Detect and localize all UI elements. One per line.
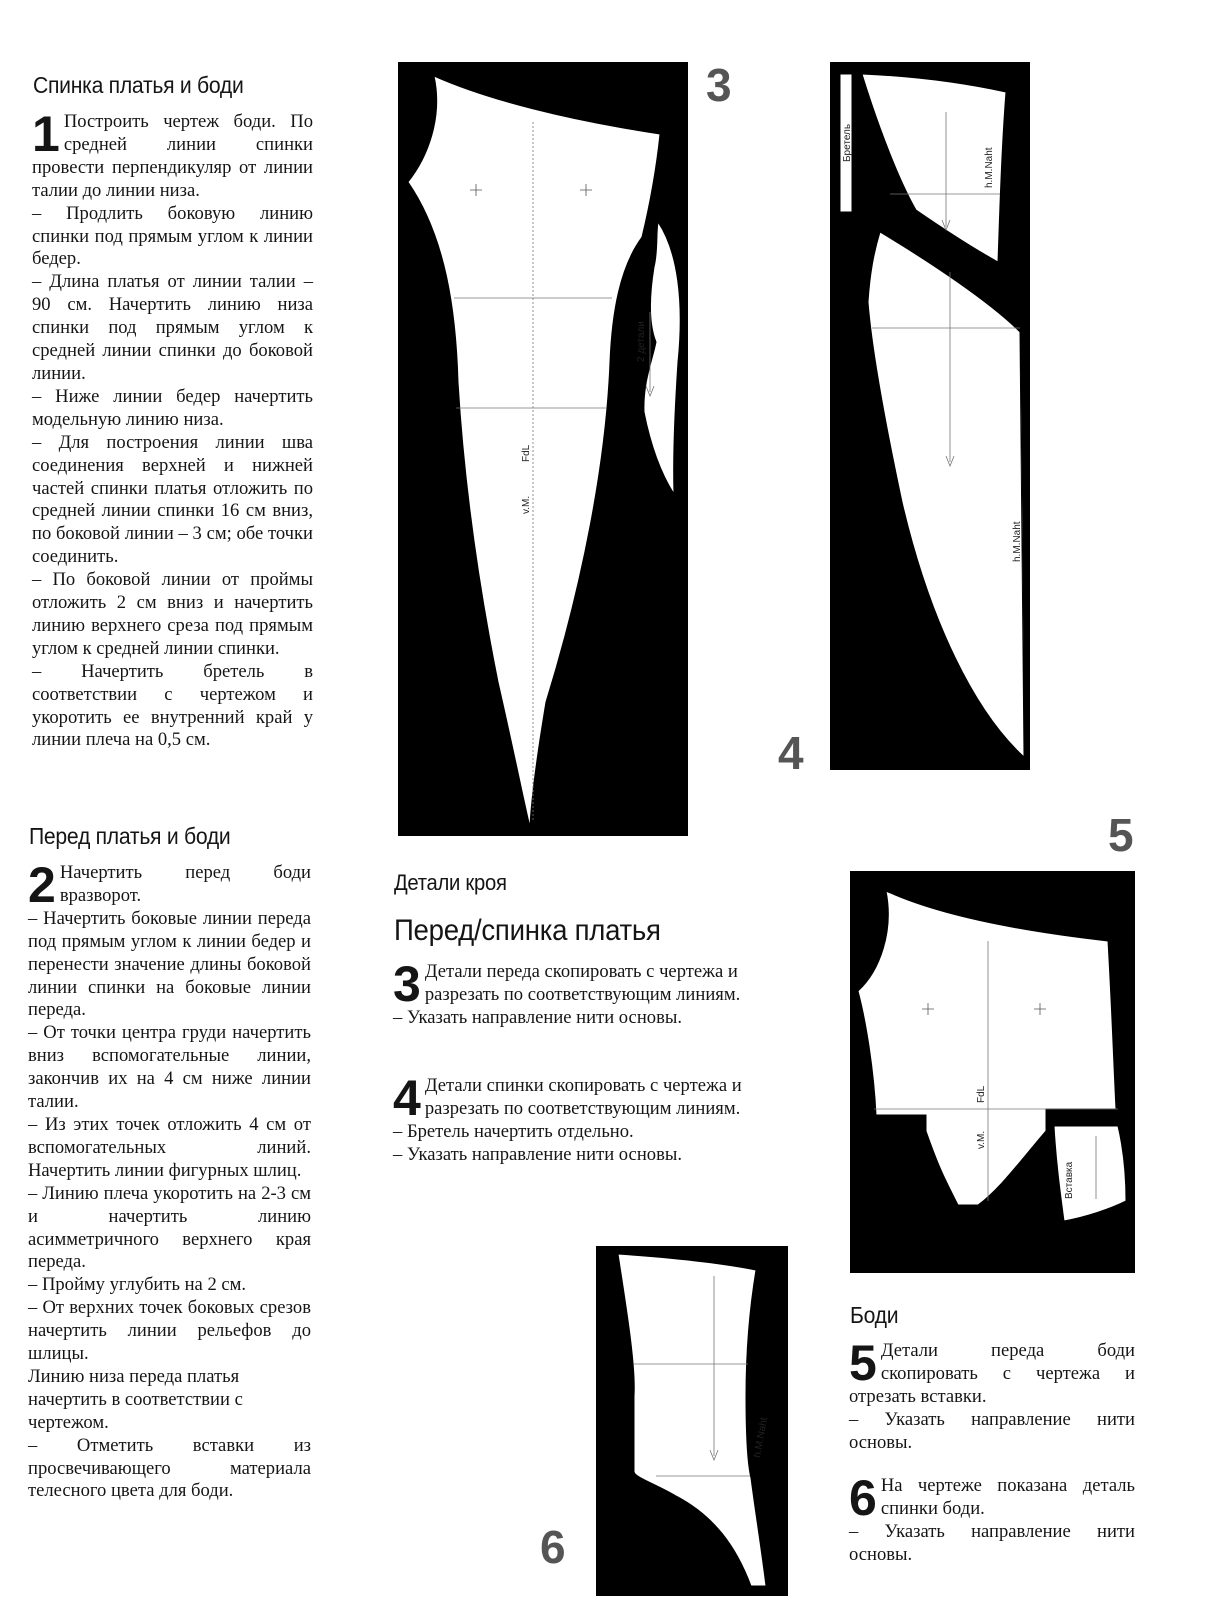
figure-6-bodysuit-back-pattern	[596, 1246, 788, 1596]
figure-3-drawing	[398, 62, 688, 836]
step-number-3: 3	[393, 956, 421, 1012]
step-number-6: 6	[849, 1470, 877, 1526]
front-main-piece	[408, 76, 660, 827]
figure-3-label-fdl: FdL	[521, 444, 532, 462]
step6-text	[849, 1470, 1135, 1567]
section2-paragraph-4: – Из этих точек отложить 4 см от вспомогательных линий. Начертить линии фигурных шлиц.	[28, 1113, 311, 1181]
step3-paragraph-1-text: Детали переда скопировать с чертежа и разрезать по соответствующим линиям.	[424, 961, 741, 1005]
figure-5-bodysuit-front-pattern	[850, 871, 1135, 1273]
figure-4-dress-back-pattern	[830, 62, 1030, 770]
section2-paragraph-1-text: Начертить перед боди вразворот.	[59, 862, 311, 906]
section1-paragraph-2: – Продлить боковую линию спинки под прямым углом к линии бедер.	[32, 202, 313, 270]
figure-3-label-vm: v.M.	[521, 495, 532, 514]
step6-paragraph-1	[849, 1470, 1135, 1526]
step4-paragraph-1	[393, 1070, 773, 1126]
section1-paragraph-1	[32, 106, 313, 203]
section1-paragraph-5: – Для построения линии шва соединения верхней и нижней частей спинки платья отложить по средней линии спинки 16 см вниз, по боковой линии – 3 см; обе точки соединить.	[32, 431, 313, 568]
section2-paragraph-9: – Отметить вставки из просвечивающего материала телесного цвета для боди.	[28, 1434, 311, 1502]
back-lower-piece	[868, 232, 1024, 757]
section2-paragraph-2: – Начертить боковые линии переда под прямым углом к линии бедер и перенести значение длины боковой линии спинки на боковые линии переда.	[28, 907, 311, 1021]
step6-paragraph-2: – Указать направление нити основы.	[849, 1520, 1135, 1565]
figure-6-number: 6	[540, 1521, 566, 1573]
step-number-1: 1	[32, 106, 60, 162]
figure-5-label-insert: Вставка	[1064, 1161, 1075, 1199]
bodysuit-back-piece	[618, 1254, 766, 1586]
step5-paragraph-1	[849, 1335, 1135, 1409]
section1-text	[32, 106, 313, 752]
figure-4-label-strap: Бретель	[842, 123, 853, 162]
step3-text	[393, 956, 773, 1030]
section1-paragraph-3: – Длина платья от линии талии – 90 см. Начертить линию низа спинки под прямым углом к средней линии спинки до боковой линии.	[32, 271, 313, 384]
step5-paragraph-1-text: Детали переда боди скопировать с чертежа и отрезать вставки.	[849, 1340, 1135, 1407]
section1-paragraph-6: – По боковой линии от проймы отложить 2 см вниз и начертить линию верхнего среза под прямым углом к средней линии спинки.	[32, 569, 313, 659]
front-side-piece	[644, 222, 680, 494]
step4-paragraph-2: – Бретель начертить отдельно.	[393, 1120, 634, 1142]
section1-paragraph-4: – Ниже линии бедер начертить модельную линию низа.	[32, 385, 313, 430]
section2-paragraph-7: – От верхних точек боковых срезов начертить линии рельефов до шлицы.	[28, 1297, 311, 1365]
section2-paragraph-1	[28, 857, 311, 913]
figure-4-drawing	[830, 62, 1030, 770]
section1-paragraph-1-text: Построить чертеж боди. По средней линии спинки провести перпендикуляр от линии талии до линии низа.	[32, 111, 313, 201]
bodysuit-heading: Боди	[850, 1302, 899, 1328]
step-number-5: 5	[849, 1335, 877, 1391]
figure-6-drawing	[596, 1246, 788, 1596]
section1-heading: Спинка платья и боди	[33, 72, 244, 98]
figure-4-label-seam-bottom: h.M.Naht	[1012, 521, 1023, 562]
step4-text	[393, 1070, 773, 1167]
step-number-4: 4	[393, 1070, 421, 1126]
step-number-2: 2	[28, 857, 56, 913]
step5-paragraph-2: – Указать направление нити основы.	[849, 1408, 1135, 1453]
section2-paragraph-6: – Пройму углубить на 2 см.	[28, 1274, 247, 1296]
figure-4-label-seam-top: h.M.Naht	[984, 147, 995, 188]
section2-paragraph-3: – От точки центра груди начертить вниз вспомогательные линии, закончив их на 4 см ниже линии талии.	[28, 1022, 311, 1113]
section2-text	[28, 857, 311, 1503]
step4-paragraph-3: – Указать направление нити основы.	[393, 1143, 682, 1165]
step3-paragraph-1	[393, 956, 773, 1012]
step4-paragraph-1-text: Детали спинки скопировать с чертежа и разрезать по соответствующим линиям.	[424, 1075, 742, 1119]
figure-3-number: 3	[706, 59, 732, 111]
figure-3-dress-front-pattern	[398, 62, 688, 836]
cut-details-subheading: Детали кроя	[394, 870, 507, 895]
section2-heading: Перед платья и боди	[29, 823, 231, 849]
section1-paragraph-7: – Начертить бретель в соответствии с чертежом и укоротить ее внутренний край у линии плеча на 0,5 см.	[32, 660, 313, 751]
dress-front-back-heading: Перед/спинка платья	[394, 914, 661, 947]
figure-4-number: 4	[778, 727, 804, 779]
step3-paragraph-2: – Указать направление нити основы.	[393, 1006, 682, 1028]
figure-5-label-vm: v.M.	[976, 1130, 987, 1149]
figure-6-label-seam: h.M.Naht	[752, 1416, 771, 1459]
section2-paragraph-8: Линию низа переда платья начертить в соответствии с чертежом.	[28, 1365, 243, 1433]
step6-paragraph-1-text: На чертеже показана деталь спинки боди.	[880, 1475, 1135, 1519]
step5-text	[849, 1335, 1135, 1455]
figure-5-drawing	[850, 871, 1135, 1273]
figure-5-number: 5	[1108, 809, 1134, 861]
figure-5-label-fdl: FdL	[976, 1085, 987, 1103]
figure-3-label-details: 2 детали	[636, 321, 647, 362]
section2-paragraph-5: – Линию плеча укоротить на 2-3 см и начертить линию асимметричного верхнего края переда.	[28, 1182, 311, 1273]
